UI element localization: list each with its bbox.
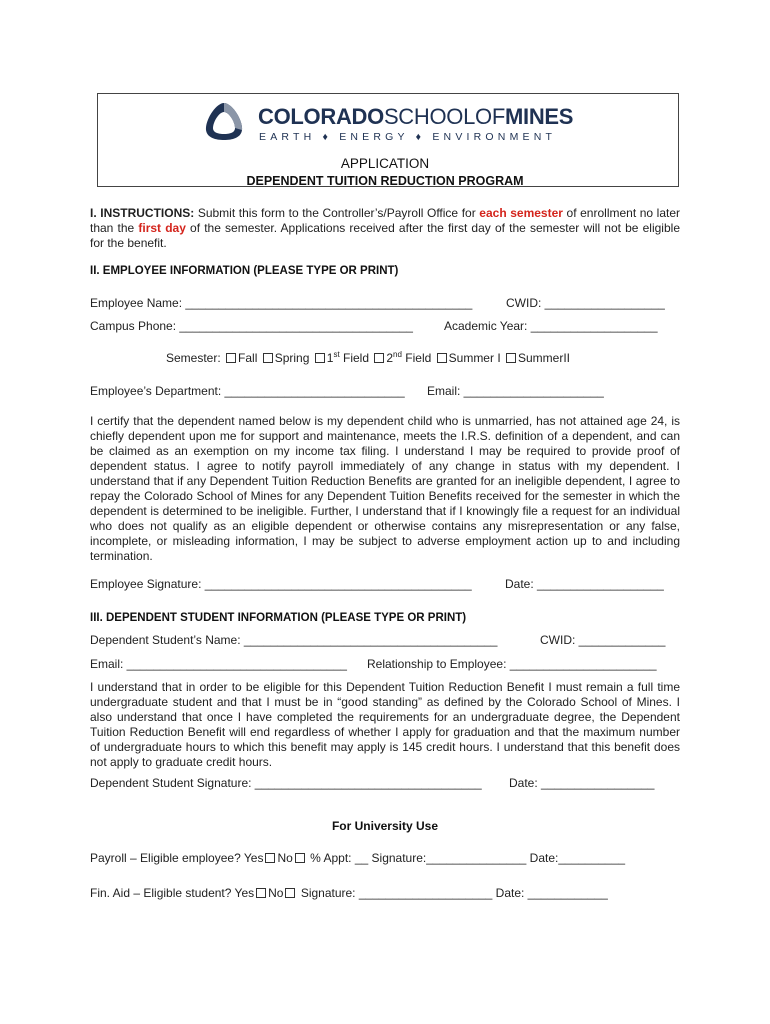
- each-semester-highlight: each semester: [479, 206, 563, 220]
- certification-paragraph: I certify that the dependent named below is my dependent child who is unmarried, has not attained age 24, is chiefly dependent upon me for support and maintenance, meets the I.R.S. definition of a dependent, and can be claimed as an exemption on my income tax filing. I understand I may be required to provide proof of dependent status. I agree to notify payroll immediately of any change in status with my dependent. I understand that if any Dependent Tuition Reduction Benefits are granted for an ineligible dependent, I agree to repay the Colorado School of Mines for any Dependent Tuition Benefits received for the semester in which the dependent is determined to be ineligible. Further, I understand that if I knowingly file a request for an individual who does not qualify as an eligible dependent or otherwise contains any misrepresentation or any false, incomplete, or misleading information, I may be subject to adverse employment action up to and including termination.: [90, 414, 680, 563]
- summer-i-checkbox[interactable]: [437, 353, 447, 363]
- employee-email-field[interactable]: Email: _____________________: [427, 384, 604, 398]
- student-name-field[interactable]: Dependent Student’s Name: ______________________________________: [90, 633, 498, 647]
- logo-wordmark: [258, 104, 573, 130]
- finaid-no-label: No: [268, 886, 284, 900]
- student-email-field[interactable]: Email: _________________________________: [90, 657, 347, 671]
- triangle-logo-icon: [202, 100, 246, 144]
- first-field-checkbox[interactable]: [315, 353, 325, 363]
- employee-department-field[interactable]: Employee’s Department: ___________________________: [90, 384, 405, 398]
- first-day-highlight: first day: [138, 221, 186, 235]
- instructions-text-3: of the semester. Applications received after the first day of the semester will not be eligible for the benefit.: [90, 221, 680, 250]
- spring-checkbox[interactable]: [263, 353, 273, 363]
- second-field-number: 2: [386, 351, 394, 365]
- finaid-row: [90, 886, 608, 900]
- payroll-no-checkbox[interactable]: [295, 853, 305, 863]
- second-field-label: Field: [401, 351, 432, 365]
- instructions-paragraph: [90, 206, 680, 251]
- spring-label: Spring: [274, 351, 310, 365]
- relationship-field[interactable]: Relationship to Employee: ______________________: [367, 657, 657, 671]
- employee-name-field[interactable]: Employee Name: ___________________________________________: [90, 296, 473, 310]
- finaid-no-checkbox[interactable]: [285, 888, 295, 898]
- student-date-field[interactable]: Date: _________________: [509, 776, 655, 790]
- logo-word-colorado: COLORADO: [258, 104, 384, 129]
- second-field-suffix: nd: [393, 350, 402, 359]
- summer-ii-label: SummerII: [518, 351, 571, 365]
- employee-cwid-field[interactable]: CWID: __________________: [506, 296, 665, 310]
- payroll-yes-checkbox[interactable]: [265, 853, 275, 863]
- employee-signature-field[interactable]: Employee Signature: ________________________________________: [90, 577, 472, 591]
- finaid-yes-checkbox[interactable]: [256, 888, 266, 898]
- first-field-number: 1: [326, 351, 334, 365]
- payroll-row: [90, 851, 625, 865]
- academic-year-field[interactable]: Academic Year: ___________________: [444, 319, 658, 333]
- fall-checkbox[interactable]: [226, 353, 236, 363]
- school-logo: [202, 100, 582, 146]
- finaid-signature[interactable]: Signature: ____________________ Date: ____________: [300, 886, 608, 900]
- page-subtitle: DEPENDENT TUITION REDUCTION PROGRAM: [246, 174, 524, 188]
- student-signature-field[interactable]: Dependent Student Signature: __________________________________: [90, 776, 482, 790]
- summer-ii-checkbox[interactable]: [506, 353, 516, 363]
- instructions-heading: I. INSTRUCTIONS:: [90, 206, 195, 220]
- fall-label: Fall: [238, 351, 258, 365]
- logo-word-school: SCHOOL: [383, 104, 476, 129]
- summer-i-label: Summer I: [448, 351, 501, 365]
- logo-tagline: EARTH ♦ ENERGY ♦ ENVIRONMENT: [259, 131, 557, 143]
- payroll-appt-signature[interactable]: % Appt: __ Signature:_______________ Date:__________: [310, 851, 626, 865]
- page-title: APPLICATION: [340, 156, 430, 171]
- payroll-question: Payroll – Eligible employee? Yes: [90, 851, 264, 865]
- university-use-heading: For University Use: [331, 819, 439, 833]
- employee-date-field[interactable]: Date: ___________________: [505, 577, 664, 591]
- finaid-question: Fin. Aid – Eligible student? Yes: [90, 886, 255, 900]
- campus-phone-field[interactable]: Campus Phone: ___________________________________: [90, 319, 413, 333]
- semester-row: [166, 350, 570, 365]
- semester-label: Semester:: [166, 351, 221, 365]
- logo-word-of: OF: [475, 104, 505, 129]
- logo-word-mines: MINES: [505, 104, 574, 129]
- instructions-text-1: Submit this form to the Controller’s/Payroll Office for: [194, 206, 480, 220]
- student-understanding-paragraph: I understand that in order to be eligible for this Dependent Tuition Reduction Benefit I must remain a full time undergraduate student and that I must be in “good standing” as defined by the Colorado School of Mines. I also understand that once I have completed the requirements for an undergraduate degree, the Dependent Tuition Reduction Benefit will end regardless of whether I apply for graduation and that the maximum number of undergraduate hours to which this benefit may apply is 145 credit hours. I understand that this benefit does not apply to graduate credit hours.: [90, 680, 680, 769]
- employee-section-heading: II. EMPLOYEE INFORMATION (PLEASE TYPE OR PRINT): [90, 265, 399, 277]
- second-field-checkbox[interactable]: [374, 353, 384, 363]
- student-cwid-field[interactable]: CWID: _____________: [540, 633, 666, 647]
- first-field-suffix: st: [333, 350, 340, 359]
- payroll-no-label: No: [277, 851, 293, 865]
- student-section-heading: III. DEPENDENT STUDENT INFORMATION (PLEASE TYPE OR PRINT): [90, 612, 467, 624]
- instructions-text-2: of enrollment no later than the: [90, 206, 681, 235]
- first-field-label: Field: [339, 351, 370, 365]
